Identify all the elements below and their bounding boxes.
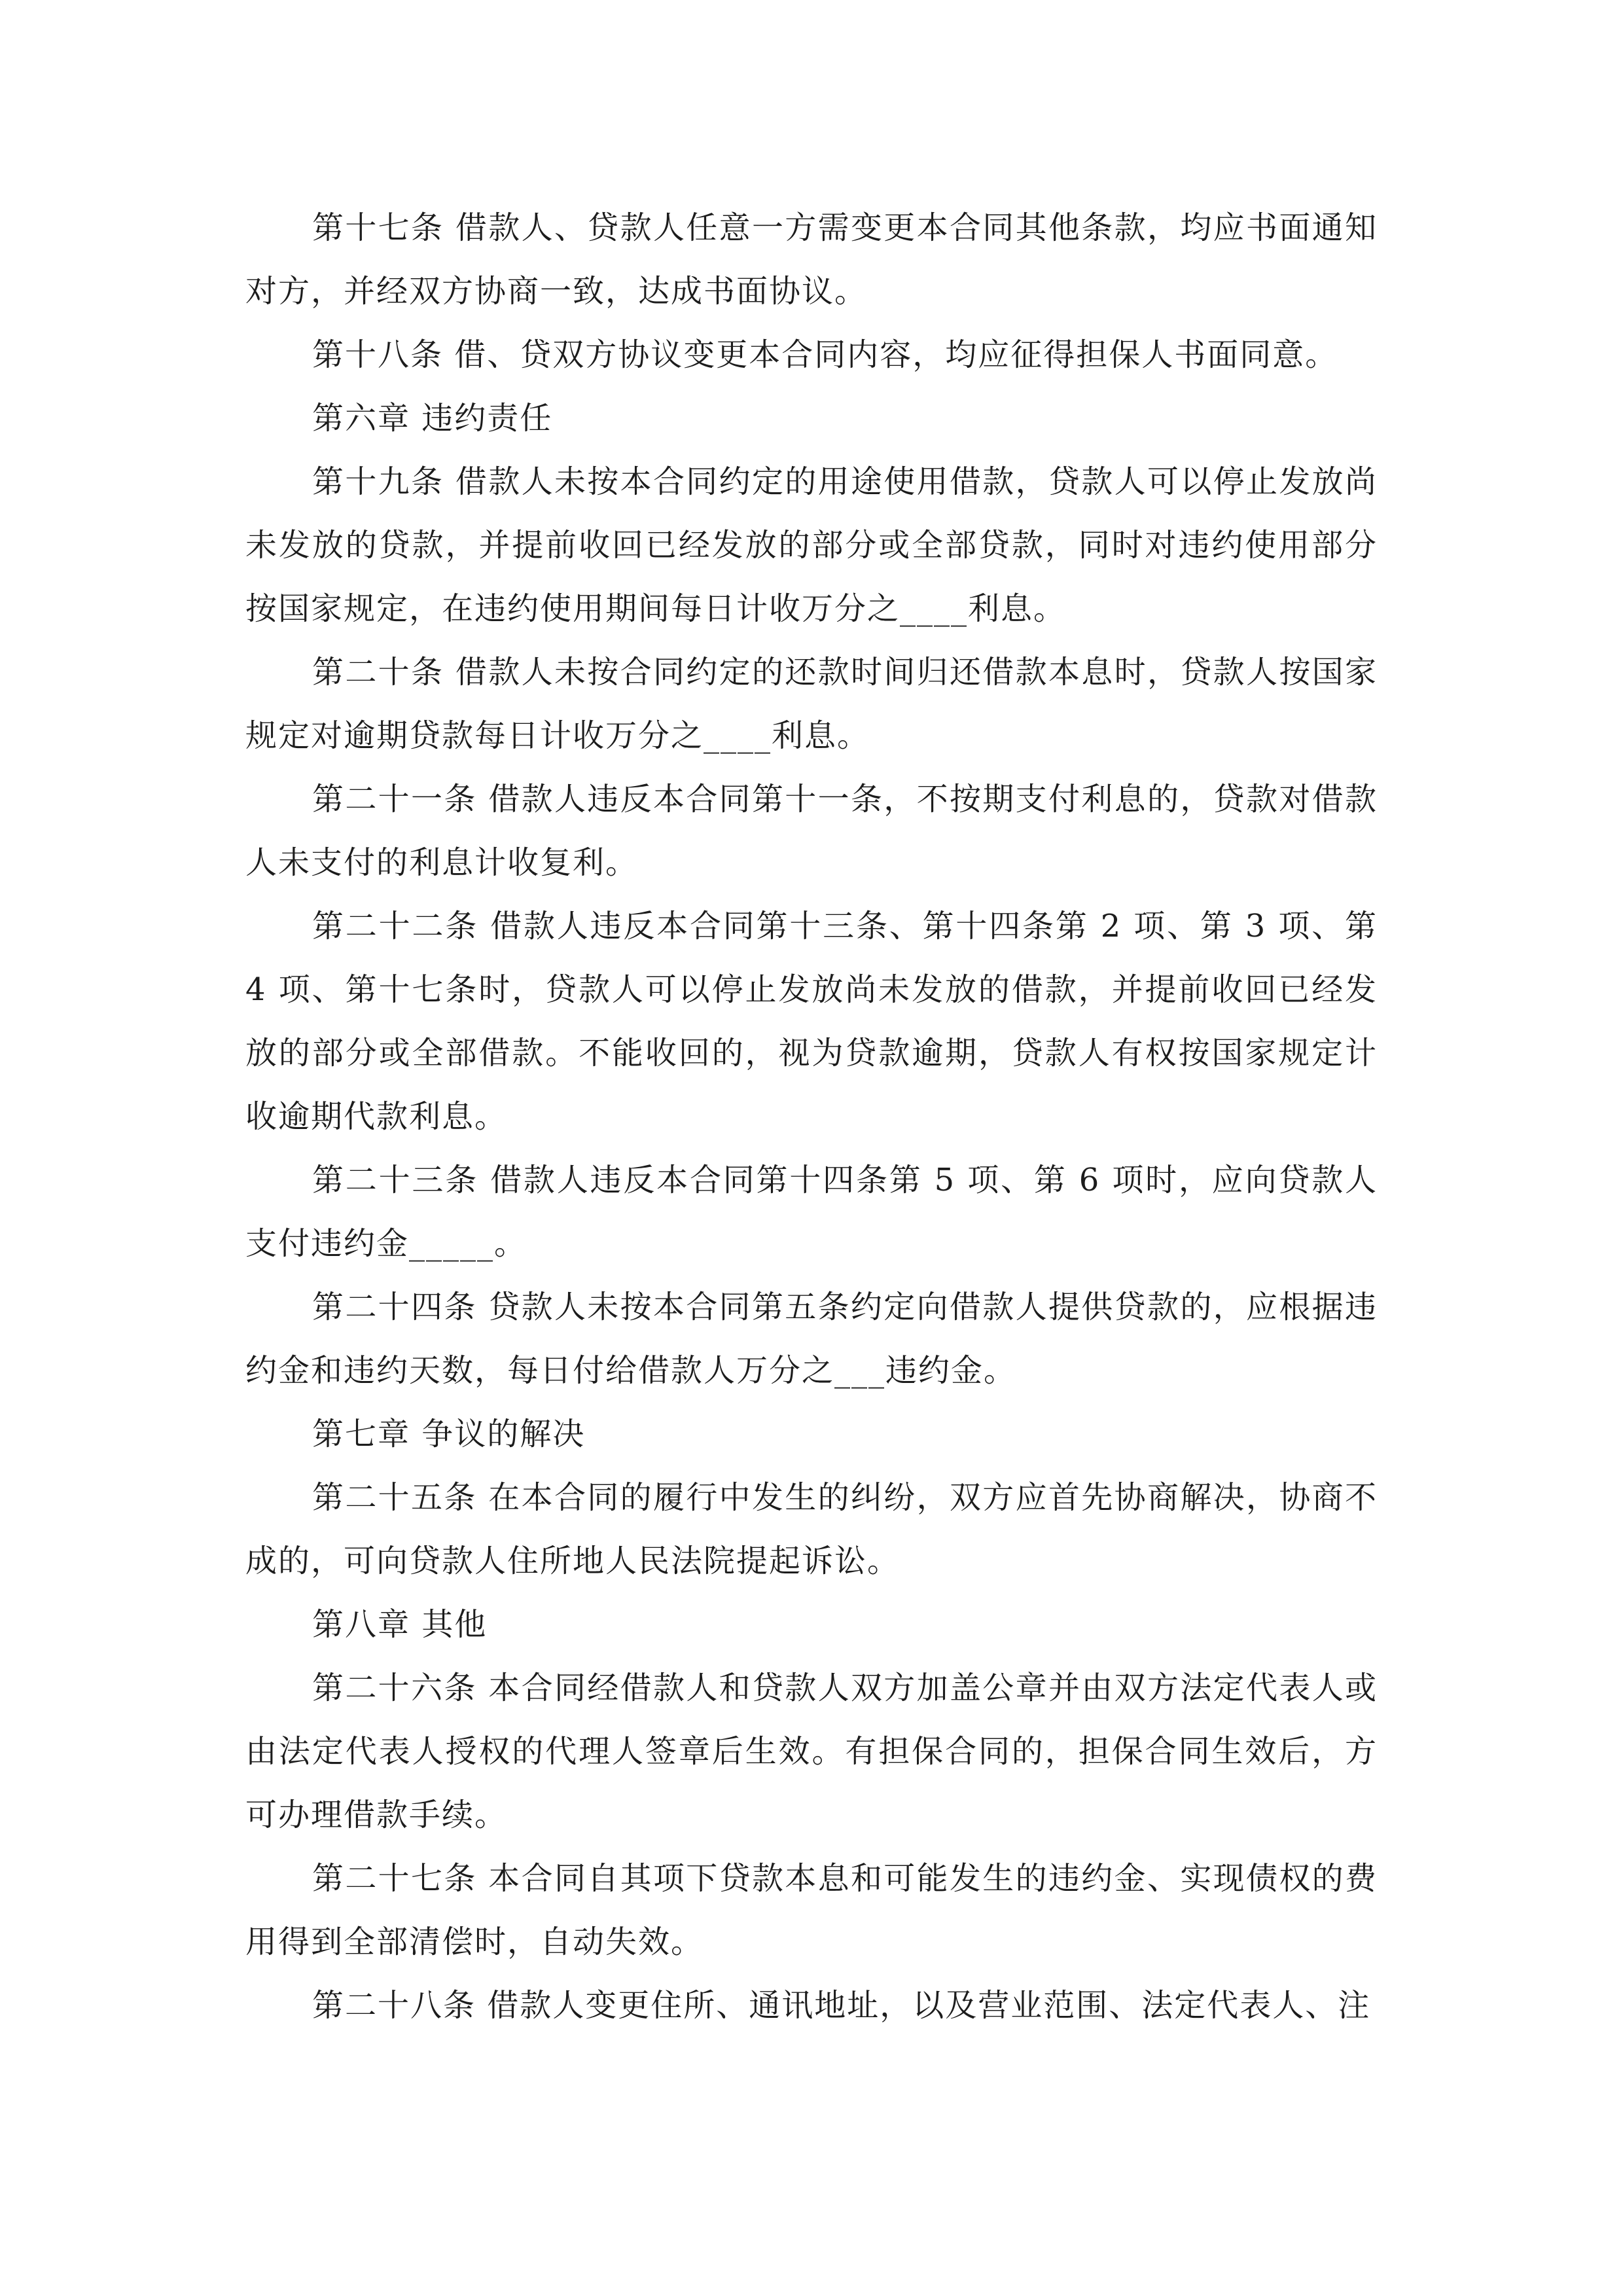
chapter-7-heading: 第七章 争议的解决 bbox=[312, 1416, 586, 1452]
clause-23: 第二十三条 借款人违反本合同第十四条第 5 项、第 6 项时，应向贷款人支付违约金_____。 bbox=[245, 1162, 1378, 1262]
clause-26: 第二十六条 本合同经借款人和贷款人双方加盖公章并由双方法定代表人或由法定代表人授权的代理人签章后生效。有担保合同的，担保合同生效后，方可办理借款手续。 bbox=[245, 1670, 1378, 1833]
clause-25: 第二十五条 在本合同的履行中发生的纠纷，双方应首先协商解决，协商不成的，可向贷款人住所地人民法院提起诉讼。 bbox=[245, 1479, 1378, 1579]
clause-21: 第二十一条 借款人违反本合同第十一条，不按期支付利息的，贷款对借款人未支付的利息计收复利。 bbox=[245, 781, 1378, 881]
clause-19: 第十九条 借款人未按本合同约定的用途使用借款，贷款人可以停止发放尚未发放的贷款，并提前收回已经发放的部分或全部贷款，同时对违约使用部分按国家规定，在违约使用期间每日计收万分之____利息。 bbox=[245, 463, 1378, 627]
clause-18: 第十八条 借、贷双方协议变更本合同内容，均应征得担保人书面同意。 bbox=[312, 336, 1338, 373]
clause-28: 第二十八条 借款人变更住所、通讯地址，以及营业范围、法定代表人、注 bbox=[312, 1987, 1371, 2024]
clause-27: 第二十七条 本合同自其项下贷款本息和可能发生的违约金、实现债权的费用得到全部清偿时，自动失效。 bbox=[245, 1860, 1378, 1960]
clause-22: 第二十二条 借款人违反本合同第十三条、第十四条第 2 项、第 3 项、第 4 项、第十七条时，贷款人可以停止发放尚未发放的借款，并提前收回已经发放的部分或全部借款。不能收回的，视为贷款逾期，贷款人有权按国家规定计收逾期代款利息。 bbox=[245, 908, 1378, 1135]
clause-17: 第十七条 借款人、贷款人任意一方需变更本合同其他条款，均应书面通知对方，并经双方协商一致，达成书面协议。 bbox=[245, 209, 1378, 310]
chapter-8-heading: 第八章 其他 bbox=[312, 1606, 488, 1643]
clause-24: 第二十四条 贷款人未按本合同第五条约定向借款人提供贷款的，应根据违约金和违约天数，每日付给借款人万分之___违约金。 bbox=[245, 1289, 1378, 1389]
chapter-6-heading: 第六章 违约责任 bbox=[312, 400, 553, 437]
document-body bbox=[245, 196, 1378, 2037]
clause-20: 第二十条 借款人未按合同约定的还款时间归还借款本息时，贷款人按国家规定对逾期贷款每日计收万分之____利息。 bbox=[245, 654, 1378, 754]
